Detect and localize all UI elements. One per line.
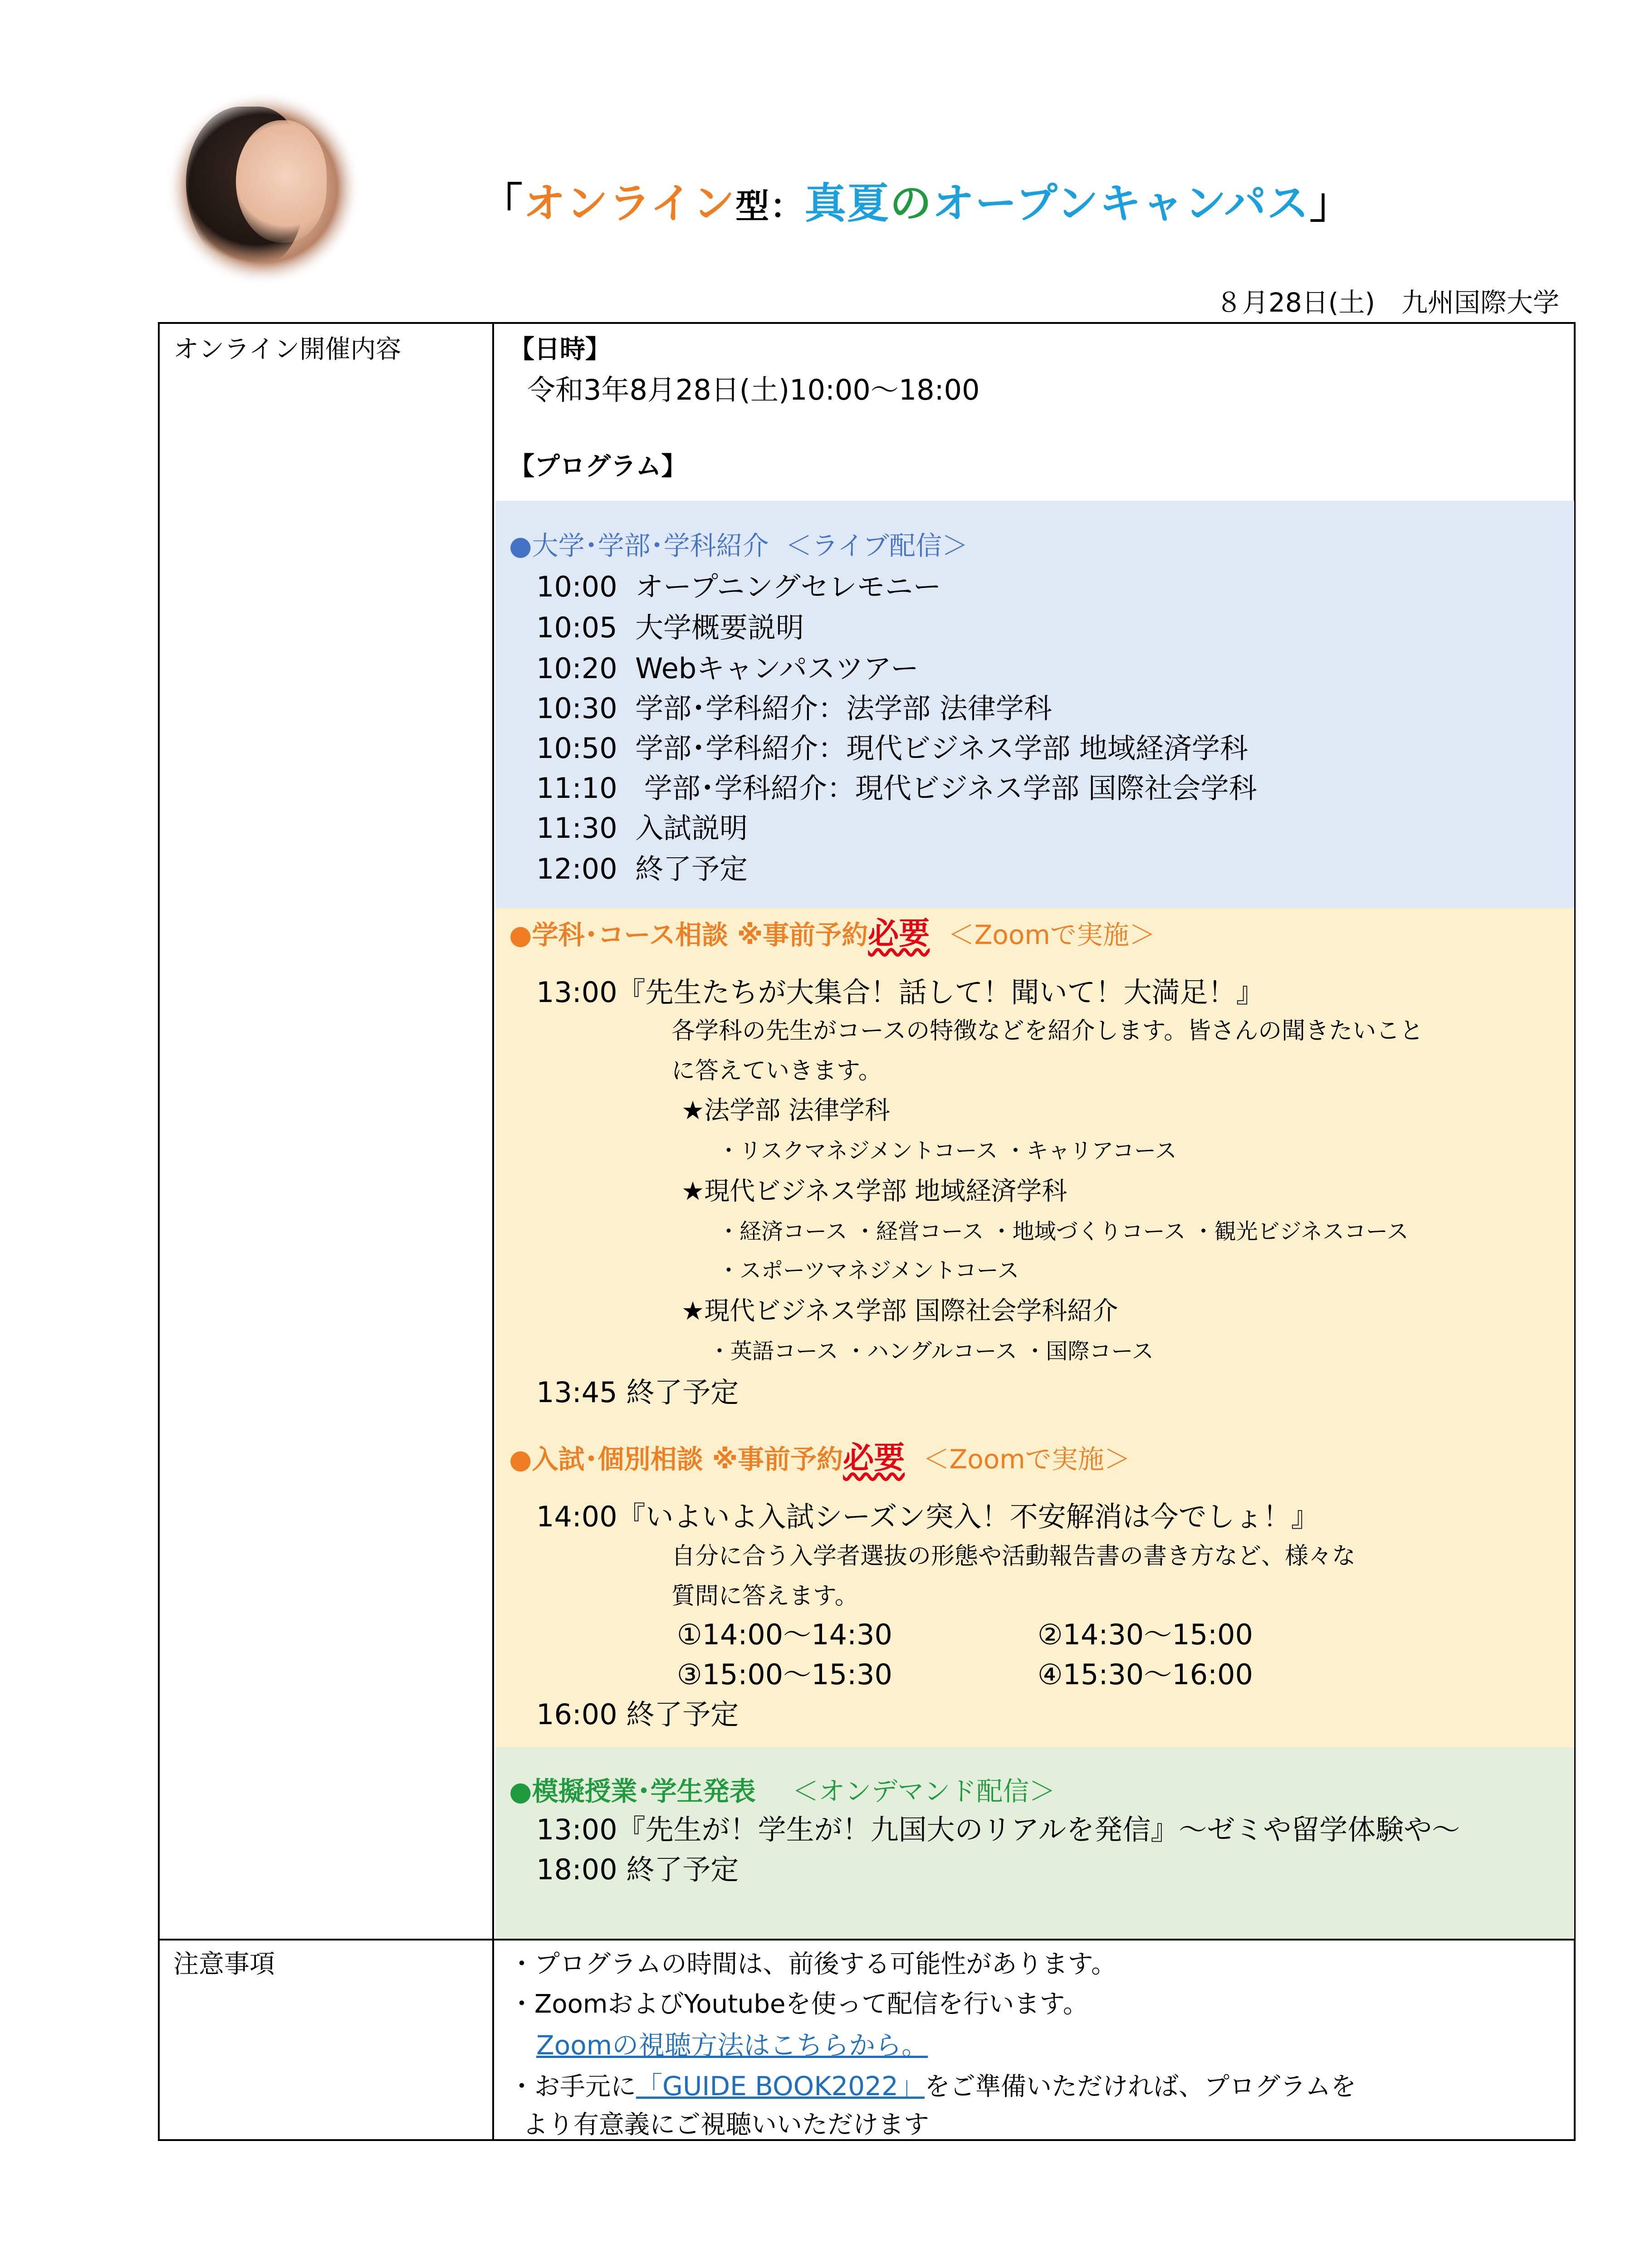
exam-heading (509, 1433, 1131, 1477)
dept-law-courses: ・リスクマネジメントコース ・キャリアコース (718, 1138, 1177, 1163)
note-guidebook-post: をご準備いただければ、プログラムを (924, 2072, 1356, 2102)
exam-slot: ③15:00～15:30 (677, 1658, 892, 1691)
note-line: より有意義にご視聴いいただけます (523, 2110, 929, 2140)
live-item (536, 766, 1257, 806)
title-close-bracket: 」 (1309, 179, 1352, 228)
live-item-text: 学部･学科紹介：法学部 法律学科 (635, 692, 1052, 725)
live-item (536, 686, 1052, 726)
row-divider (160, 1939, 1574, 1941)
exam-session-line: 14:00『いよいよ入試シーズン突入！不安解消は今でしょ！』 (536, 1500, 1319, 1533)
live-heading-main: ●大学･学部･学科紹介 (509, 530, 769, 561)
exam-heading-main: ●入試･個別相談 ※事前予約 (509, 1444, 843, 1475)
note-line: ・プログラムの時間は、前後する可能性があります。 (509, 1950, 1116, 1979)
consult-desc: 各学科の先生がコースの特徴などを紹介します。皆さんの聞きたいこと (671, 1017, 1424, 1045)
dept-regional-economics-courses: ・スポーツマネジメントコース (718, 1258, 1019, 1283)
portrait-vignette (168, 93, 358, 284)
exam-slot: ①14:00～14:30 (677, 1618, 892, 1651)
consult-required-badge: 必要 (868, 916, 930, 952)
live-item (536, 605, 804, 645)
consult-desc: に答えていきます。 (671, 1057, 882, 1085)
event-date-university: ８月28日(土) 九州国際大学 (1215, 287, 1559, 318)
live-item (536, 726, 1248, 766)
title-midsummer: 真夏 (804, 179, 890, 228)
exam-desc: 質問に答えます。 (671, 1583, 858, 1610)
row-label-online-content: オンライン開催内容 (173, 335, 401, 364)
title-type: 型： (735, 187, 805, 226)
live-item-time: 11:10 (536, 772, 617, 805)
live-item-text: 大学概要説明 (635, 611, 804, 644)
dept-international-society: ★現代ビジネス学部 国際社会学科紹介 (681, 1296, 1118, 1326)
ondemand-heading (509, 1770, 1055, 1808)
dept-regional-economics: ★現代ビジネス学部 地域経済学科 (681, 1177, 1067, 1206)
column-divider (492, 324, 494, 2139)
live-item (536, 564, 941, 605)
live-item-time: 10:50 (536, 732, 617, 765)
info-table (158, 322, 1576, 2141)
consult-end-line: 13:45 終了予定 (536, 1376, 739, 1409)
live-item-text: オープニングセレモニー (635, 570, 941, 603)
title-online: オンライン (524, 179, 736, 228)
consult-heading-main: ●学科･コース相談 ※事前予約 (509, 919, 868, 950)
exam-slot: ②14:30～15:00 (1038, 1618, 1253, 1651)
datetime-heading: 【日時】 (509, 335, 611, 364)
ondemand-heading-main: ●模擬授業･学生発表 (509, 1776, 756, 1807)
consult-session-line: 13:00『先生たちが大集合！話して！聞いて！大満足！』 (536, 976, 1264, 1009)
ondemand-end-line: 18:00 終了予定 (536, 1853, 739, 1886)
exam-required-badge: 必要 (843, 1440, 905, 1476)
exam-heading-tag: ＜Zoomで実施＞ (923, 1444, 1131, 1475)
datetime-value: 令和3年8月28日(土)10:00～18:00 (527, 373, 980, 406)
exam-desc: 自分に合う入学者選抜の形態や活動報告書の書き方など、様々な (671, 1543, 1356, 1570)
live-item-text: 学部･学科紹介：現代ビジネス学部 地域経済学科 (635, 732, 1248, 765)
live-item (536, 846, 748, 887)
live-item-text: 終了予定 (635, 852, 748, 885)
exam-end-line: 16:00 終了予定 (536, 1698, 739, 1731)
live-item-time: 10:30 (536, 692, 617, 725)
title-no: の (890, 179, 933, 228)
live-item-time: 10:05 (536, 611, 617, 644)
zoom-guide-link[interactable]: Zoomの視聴方法はこちらから。 (536, 2030, 928, 2061)
live-item (536, 646, 919, 686)
live-item-text: 入試説明 (635, 811, 748, 845)
dept-regional-economics-courses: ・経済コース ・経営コース ・地域づくりコース ・観光ビジネスコース (718, 1219, 1409, 1244)
guide-book-link[interactable]: 「GUIDE BOOK2022」 (636, 2071, 925, 2102)
program-heading: 【プログラム】 (509, 452, 687, 481)
ondemand-heading-tag: ＜オンデマンド配信＞ (792, 1776, 1056, 1807)
live-item-time: 12:00 (536, 852, 617, 885)
live-item-text: Webキャンパスツアー (635, 652, 919, 685)
title-open-bracket: 「 (481, 179, 524, 228)
portrait-photo (168, 93, 358, 284)
live-heading-tag: ＜ライブ配信＞ (785, 530, 969, 561)
title-open-campus: オープンキャンパス (932, 179, 1310, 228)
page-title (481, 170, 1352, 230)
note-line: ・ZoomおよびYoutubeを使って配信を行います。 (509, 1989, 1088, 2019)
ondemand-line: 13:00『先生が！学生が！九国大のリアルを発信』～ゼミや留学体験や～ (536, 1813, 1460, 1846)
live-item (536, 806, 748, 846)
note-line-guidebook (509, 2065, 1356, 2103)
consult-heading-tag: ＜Zoomで実施＞ (948, 919, 1155, 950)
row-label-notes: 注意事項 (173, 1950, 275, 1979)
note-guidebook-pre: ・お手元に (509, 2072, 636, 2102)
live-item-time: 11:30 (536, 811, 617, 845)
live-heading (509, 524, 968, 562)
exam-slot: ④15:30～16:00 (1038, 1658, 1253, 1691)
live-item-time: 10:20 (536, 652, 617, 685)
consult-heading (509, 909, 1155, 953)
dept-international-society-courses: ・英語コース ・ハングルコース ・国際コース (709, 1339, 1154, 1364)
dept-law: ★法学部 法律学科 (681, 1096, 891, 1125)
live-item-time: 10:00 (536, 570, 617, 603)
live-item-text: 学部･学科紹介：現代ビジネス学部 国際社会学科 (644, 772, 1257, 805)
